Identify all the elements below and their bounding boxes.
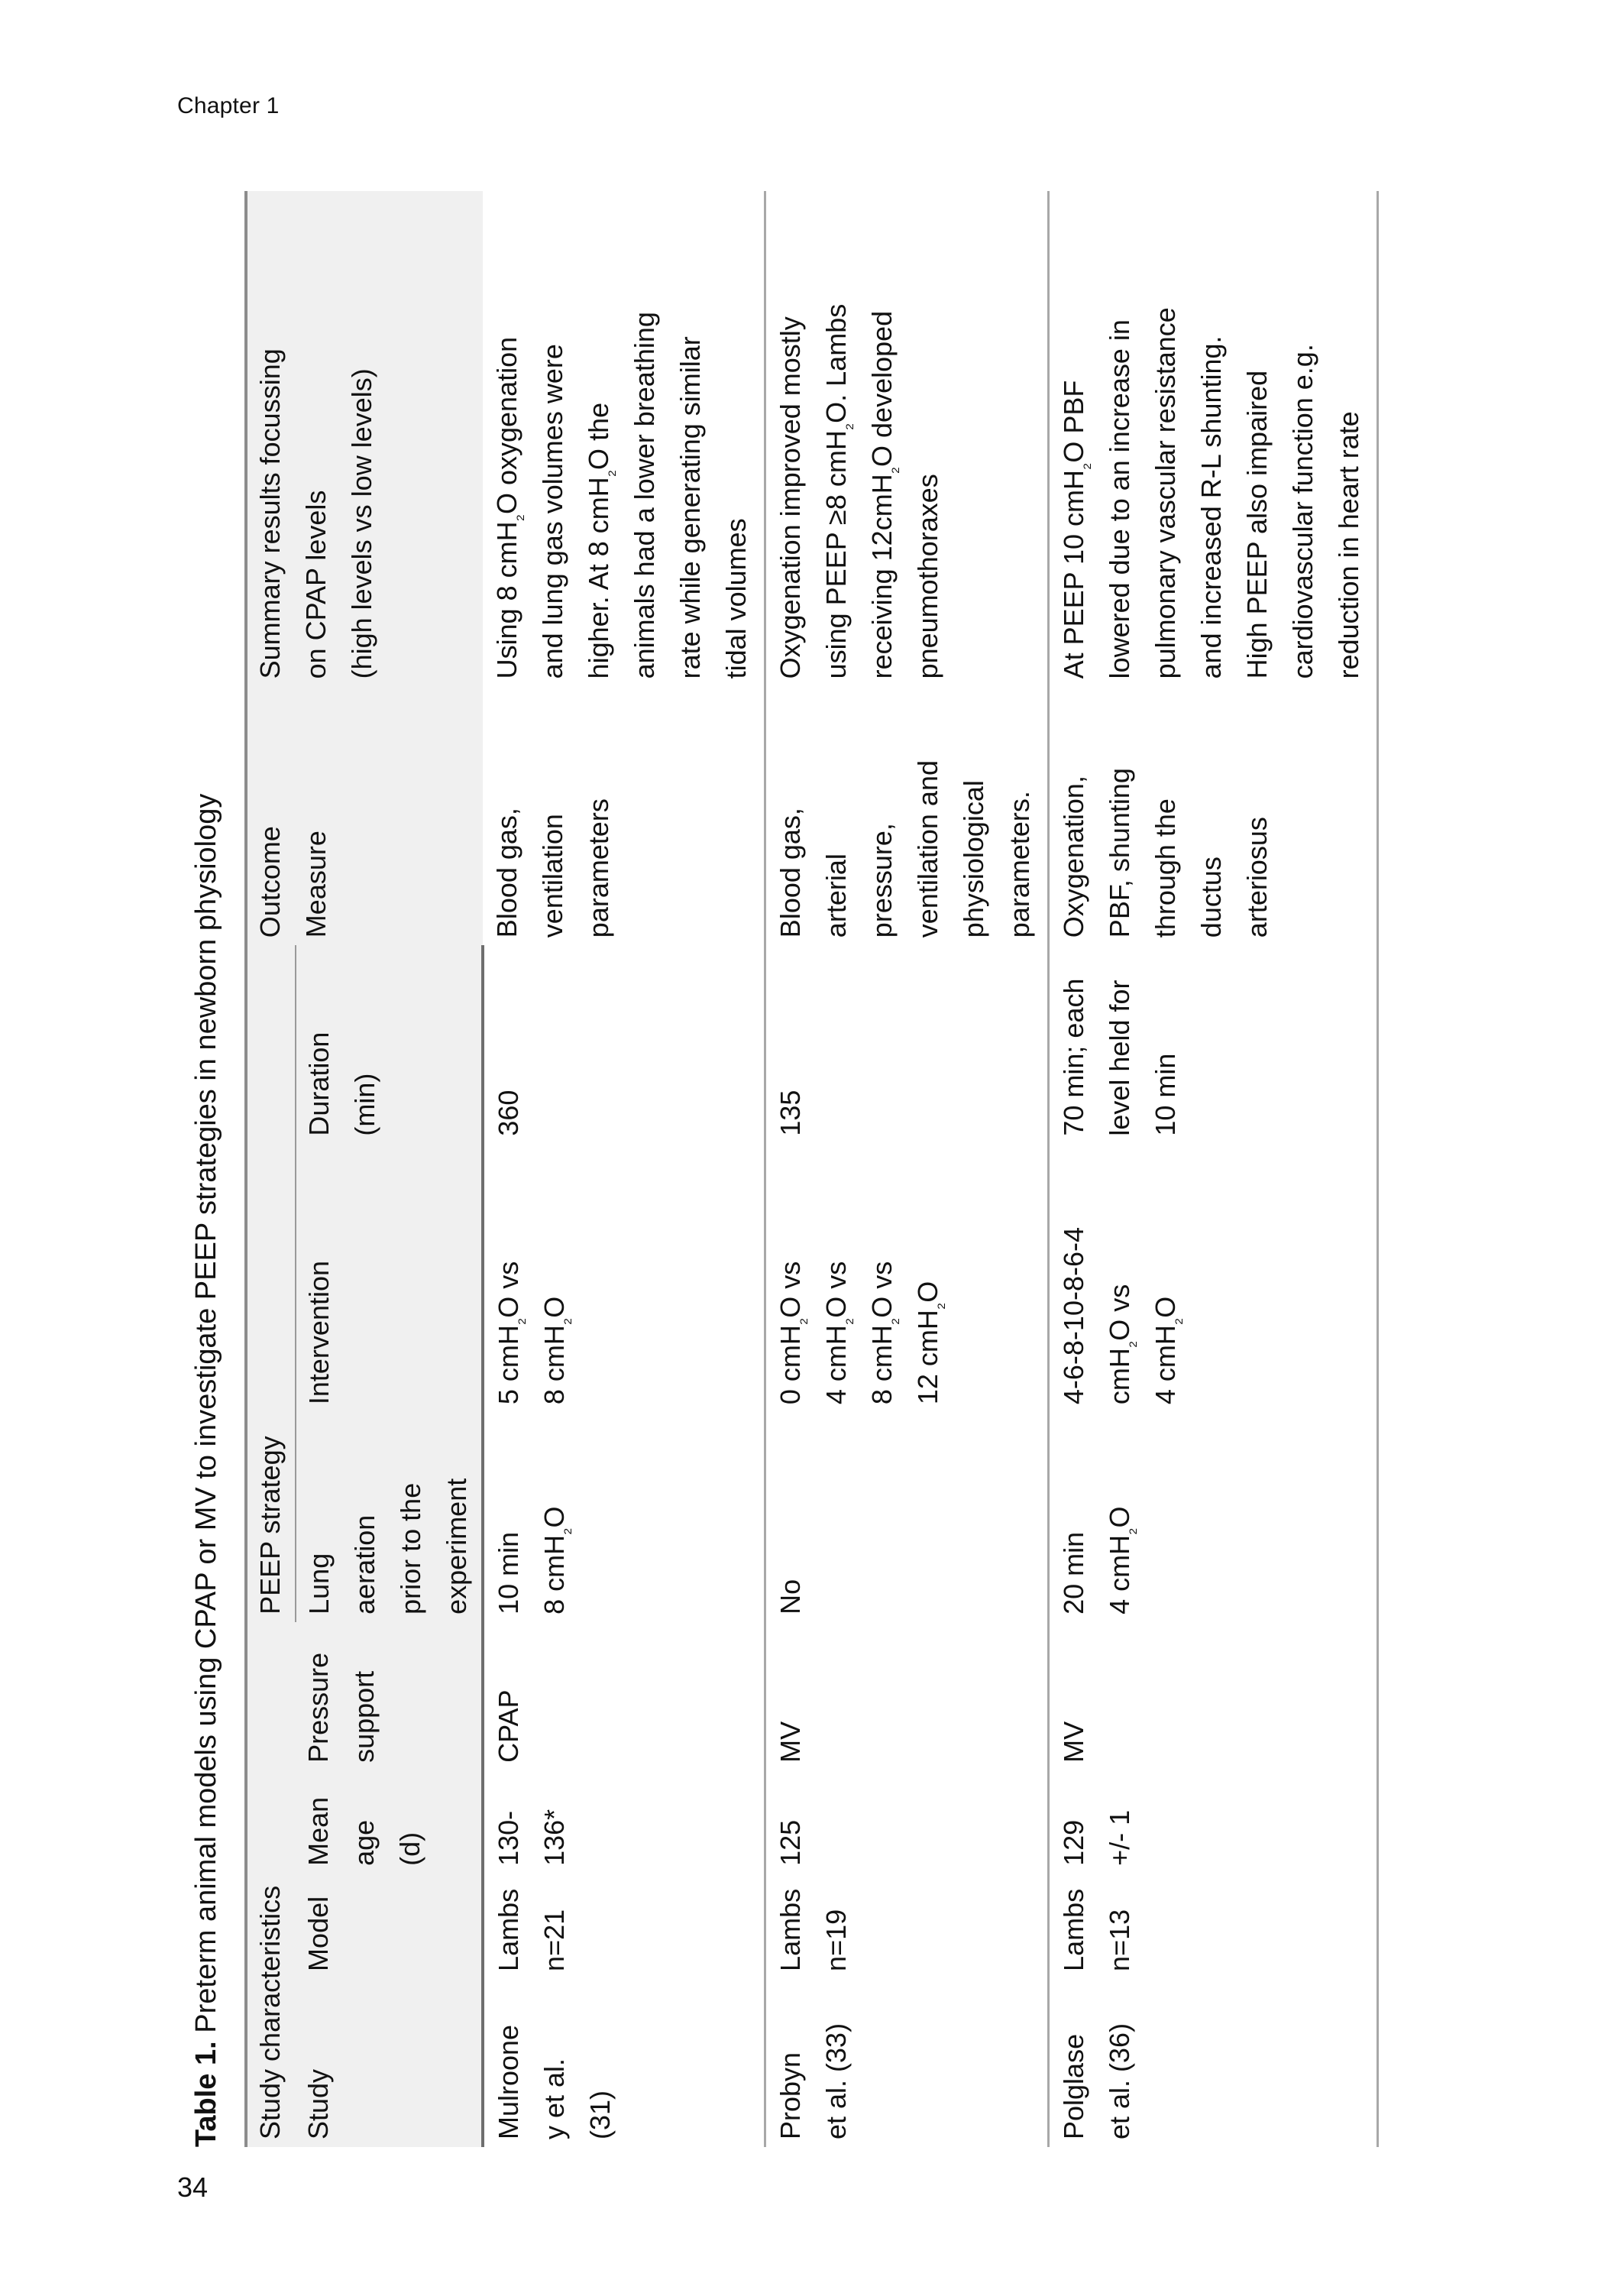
cell-duration: 360 xyxy=(483,945,765,1143)
cell-mean-age: 125 xyxy=(765,1770,1049,1874)
cell-pressure-support: MV xyxy=(765,1622,1049,1770)
col-duration: Duration (min) xyxy=(296,945,483,1143)
table-row xyxy=(1049,191,1378,2147)
cell-summary: At PEEP 10 cmH$_{_2}$O PBF lowered due to an increase in pulmonary vascular resistance and increased R-L shunting. High PEEP also impaired cardiovascular function e.g. reduction in heart rate xyxy=(1049,191,1378,686)
cell-intervention: 4-6-8-10-8-6-4 cmH$_{_2}$O vs 4 cmH$_{_2}$O xyxy=(1049,1144,1378,1412)
table-row xyxy=(483,191,765,2147)
cell-outcome: Blood gas, arterial pressure, ventilation and physiological parameters. xyxy=(765,686,1049,945)
cell-model: Lambs n=13 xyxy=(1049,1874,1378,1979)
group-header-row xyxy=(246,191,296,2147)
cell-mean-age: 130- 136* xyxy=(483,1770,765,1874)
page-number: 34 xyxy=(177,2172,209,2203)
col-mean-age: Mean age (d) xyxy=(296,1770,483,1874)
col-pressure-support: Pressure support xyxy=(296,1622,483,1770)
table-caption-text: Preterm animal models using CPAP or MV to investigate PEEP strategies in newborn physiology xyxy=(190,793,222,2033)
header-study-characteristics: Study characteristics xyxy=(246,1770,296,2147)
cell-outcome: Blood gas, ventilation parameters xyxy=(483,686,765,945)
cell-lung-aeration: No xyxy=(765,1412,1049,1622)
cell-model: Lambs n=19 xyxy=(765,1874,1049,1979)
cell-lung-aeration: 20 min 4 cmH$_{_2}$O xyxy=(1049,1412,1378,1622)
cell-study: Mulroone y et al. (31) xyxy=(483,1979,765,2147)
rotated-table-block xyxy=(183,191,1436,2147)
cell-duration: 70 min; each level held for 10 min xyxy=(1049,945,1378,1143)
header-summary-results: Summary results focussing on CPAP levels (high levels vs low levels) xyxy=(246,191,483,686)
cell-pressure-support: CPAP xyxy=(483,1622,765,1770)
cell-intervention: 0 cmH$_{_2}$O vs 4 cmH$_{_2}$O vs 8 cmH$_{_2}$O vs 12 cmH$_{_2}$O xyxy=(765,1144,1049,1412)
studies-table xyxy=(244,191,1379,2147)
cell-lung-aeration: 10 min 8 cmH$_{_2}$O xyxy=(483,1412,765,1622)
cell-model: Lambs n=21 xyxy=(483,1874,765,1979)
cell-outcome: Oxygenation, PBF, shunting through the ductus arteriosus xyxy=(1049,686,1378,945)
cell-study: Probyn et al. (33) xyxy=(765,1979,1049,2147)
col-study: Study xyxy=(296,1979,483,2147)
col-lung-aeration: Lung aeration prior to the experiment xyxy=(296,1412,483,1622)
cell-pressure-support: MV xyxy=(1049,1622,1378,1770)
header-outcome-measure: Outcome Measure xyxy=(246,686,483,945)
cell-intervention: 5 cmH$_{_2}$O vs 8 cmH$_{_2}$O xyxy=(483,1144,765,1412)
cell-summary: Oxygenation improved mostly using PEEP ≥8 cmH$_{_2}$O. Lambs receiving 12cmH$_{_2}$O developed pneumothoraxes xyxy=(765,191,1049,686)
table-row xyxy=(765,191,1049,2147)
table-caption-label: Table 1. xyxy=(190,2041,222,2147)
table-caption xyxy=(183,794,229,2147)
cell-summary: Using 8 cmH$_{_2}$O oxygenation and lung gas volumes were higher. At 8 cmH$_{_2}$O the animals had a lower breathing rate while generating similar tidal volumes xyxy=(483,191,765,686)
col-model: Model xyxy=(296,1874,483,1979)
cell-mean-age: 129 +/- 1 xyxy=(1049,1770,1378,1874)
cell-study: Polglase et al. (36) xyxy=(1049,1979,1378,2147)
col-intervention: Intervention xyxy=(296,1144,483,1412)
running-header-chapter: Chapter 1 xyxy=(177,93,280,118)
cell-duration: 135 xyxy=(765,945,1049,1143)
header-peep-strategy: PEEP strategy xyxy=(246,945,296,1622)
